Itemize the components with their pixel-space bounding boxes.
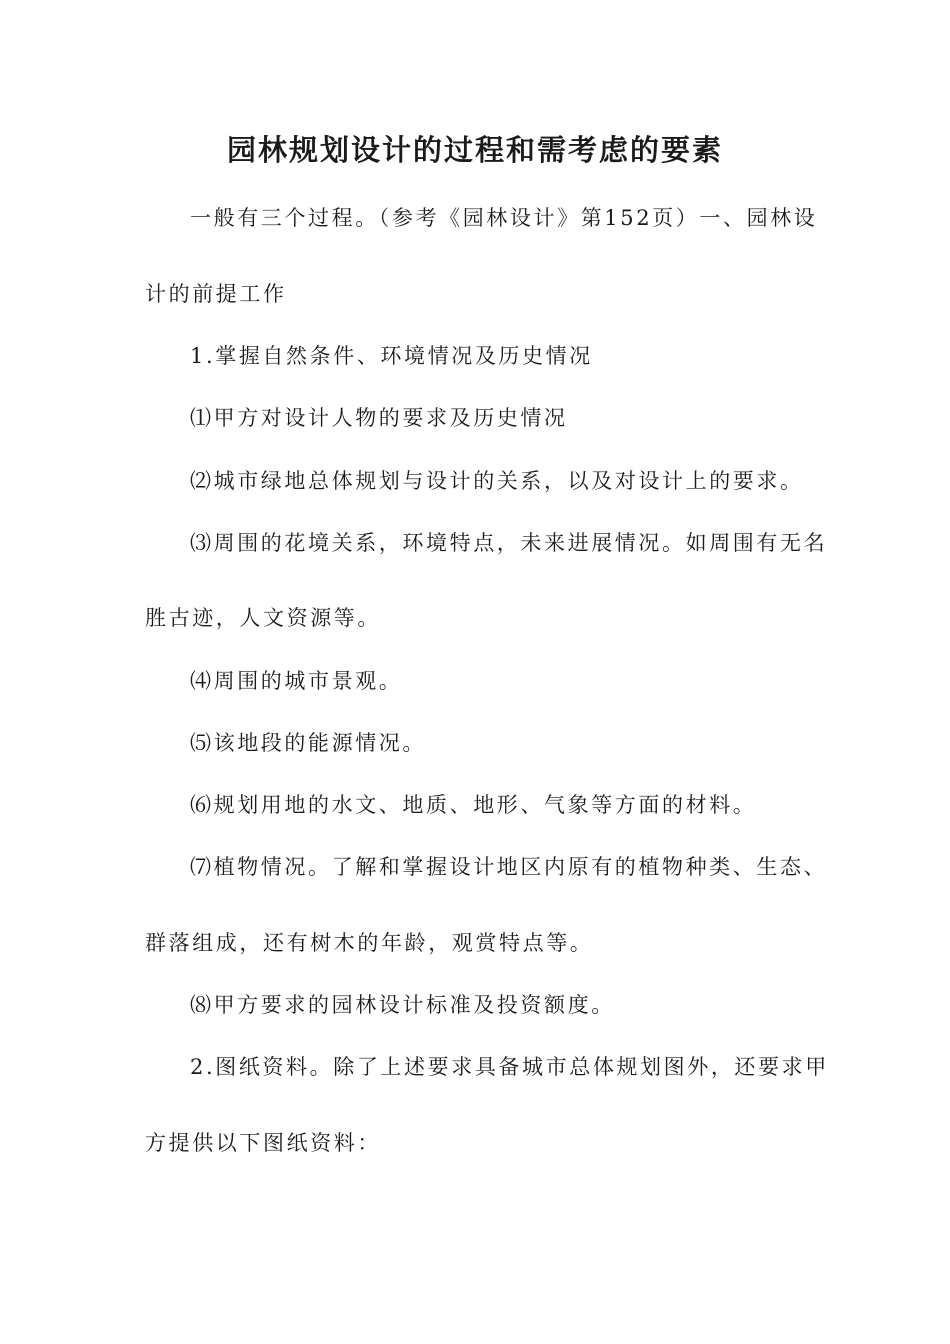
paragraph-line: 一般有三个过程。（参考《园林设计》第152页）一、园林设 bbox=[190, 206, 818, 230]
paragraph-line: ⑵城市绿地总体规划与设计的关系，以及对设计上的要求。 bbox=[190, 469, 804, 493]
paragraph-line: ⑹规划用地的水文、地质、地形、气象等方面的材料。 bbox=[190, 793, 757, 817]
paragraph-line: 群落组成，还有树木的年龄，观赏特点等。 bbox=[145, 931, 594, 955]
paragraph-line: ⑺植物情况。了解和掌握设计地区内原有的植物种类、生态、 bbox=[190, 855, 828, 879]
paragraph-line: 计的前提工作 bbox=[145, 282, 287, 306]
paragraph-line: 2.图纸资料。除了上述要求具备城市总体规划图外，还要求甲 bbox=[190, 1055, 829, 1079]
paragraph-line: 方提供以下图纸资料： bbox=[145, 1131, 381, 1155]
paragraph-line: 胜古迹，人文资源等。 bbox=[145, 606, 381, 630]
paragraph-line: ⑶周围的花境关系，环境特点，未来进展情况。如周围有无名 bbox=[190, 531, 828, 555]
paragraph-line: ⑸该地段的能源情况。 bbox=[190, 731, 426, 755]
paragraph-line: ⑴甲方对设计人物的要求及历史情况 bbox=[190, 406, 568, 430]
document-title: 园林规划设计的过程和需考虑的要素 bbox=[226, 133, 723, 167]
paragraph-line: ⑷周围的城市景观。 bbox=[190, 669, 403, 693]
paragraph-line: 1.掌握自然条件、环境情况及历史情况 bbox=[190, 344, 593, 368]
paragraph-line: ⑻甲方要求的园林设计标准及投资额度。 bbox=[190, 993, 615, 1017]
